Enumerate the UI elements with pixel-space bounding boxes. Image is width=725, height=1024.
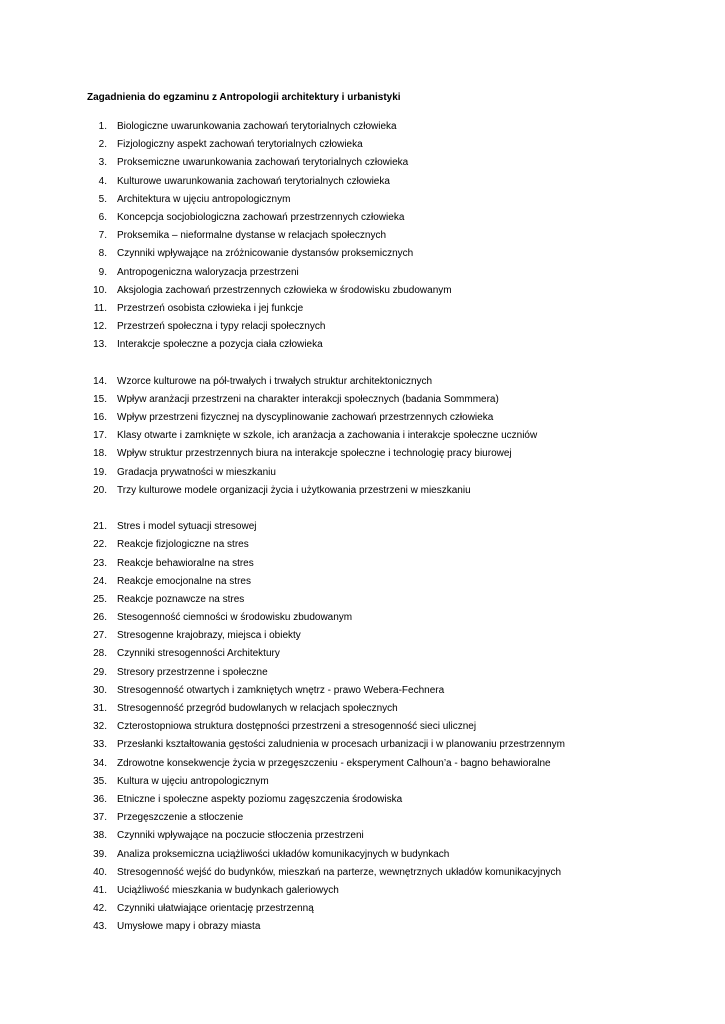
list-item-text: Kulturowe uwarunkowania zachowań terytorialnych człowieka (117, 175, 390, 187)
list-item-number: 16. (93, 412, 107, 423)
list-item-number: 39. (93, 848, 107, 860)
list-item (0, 903, 725, 921)
list-item-text: Proksemika – nieformalne dystanse w relacjach społecznych (117, 230, 387, 242)
list-item (0, 157, 725, 175)
list-item-text: Reakcje poznawcze na stres (117, 593, 245, 605)
list-item-text: Klasy otwarte i zamknięte w szkole, ich aranżacja a zachowania i interakcje społeczne uczniów (117, 430, 538, 442)
list-item-number: 37. (93, 812, 107, 824)
list-item (0, 667, 725, 685)
list-item-number: 31. (93, 703, 107, 714)
list-item (0, 176, 725, 194)
list-item-text: Stresory przestrzenne i społeczne (117, 666, 268, 678)
list-item (0, 430, 725, 448)
list-item (0, 721, 725, 739)
list-item-number: 2. (98, 139, 107, 151)
list-item (0, 885, 725, 903)
list-item-number: 28. (93, 648, 107, 660)
list-item-number: 13. (93, 339, 107, 351)
list-item-number: 1. (98, 121, 107, 132)
list-item-number: 33. (93, 739, 107, 751)
list-item-text: Uciążliwość mieszkania w budynkach galeriowych (117, 884, 339, 896)
list-item-number: 14. (93, 375, 107, 387)
list-item-number: 17. (93, 430, 107, 442)
list-item-text: Stresogenność otwartych i zamkniętych wnętrz - prawo Webera-Fechnera (117, 684, 445, 696)
list-item-text: Czynniki wpływające na zróżnicowanie dystansów proksemicznych (117, 248, 414, 260)
list-item-number: 19. (93, 466, 107, 478)
list-item-number: 15. (93, 393, 107, 405)
list-item-number: 10. (93, 284, 107, 296)
list-item (0, 630, 725, 648)
list-item-text: Stres i model sytuacji stresowej (117, 521, 257, 533)
list-item (0, 321, 725, 339)
list-item-number: 27. (93, 630, 107, 642)
list-item-text: Antropogeniczna waloryzacja przestrzeni (117, 266, 299, 278)
list-item-number: 41. (93, 884, 107, 896)
list-item (0, 794, 725, 812)
list-item (0, 212, 725, 230)
list-item (0, 558, 725, 576)
list-item (0, 867, 725, 885)
list-item-text: Biologiczne uwarunkowania zachowań terytorialnych człowieka (117, 121, 397, 132)
list-item-text: Przestrzeń osobista człowieka i jej funkcje (117, 302, 304, 314)
list-item-number: 30. (93, 684, 107, 696)
list-item (0, 812, 725, 830)
list-item-text: Aksjologia zachowań przestrzennych człowieka w środowisku zbudowanym (117, 284, 452, 296)
list-item-number: 40. (93, 866, 107, 878)
list-item (0, 539, 725, 557)
list-item-text: Stresogenne krajobrazy, miejsca i obiekty (117, 630, 301, 642)
list-item (0, 485, 725, 503)
list-item-number: 4. (98, 175, 107, 187)
list-item-number: 36. (93, 793, 107, 805)
list-item-text: Przestrzeń społeczna i typy relacji społecznych (117, 321, 326, 333)
list-item-text: Architektura w ujęciu antropologicznym (117, 193, 291, 205)
list-item-number: 8. (98, 248, 107, 260)
list-item-text: Czynniki wpływające na poczucie stłoczenia przestrzeni (117, 830, 364, 842)
list-item (0, 830, 725, 848)
list-item (0, 612, 725, 630)
list-item (0, 230, 725, 248)
list-item-number: 11. (93, 302, 107, 314)
list-item-text: Przegęszczenie a stłoczenie (117, 812, 244, 824)
list-item-text: Proksemiczne uwarunkowania zachowań terytorialnych człowieka (117, 157, 409, 169)
list-item-number: 42. (93, 903, 107, 915)
list-item-text: Czterostopniowa struktura dostępności przestrzeni a stresogenność sieci ulicznej (117, 721, 477, 733)
list-item (0, 267, 725, 285)
list-item (0, 248, 725, 266)
list-item-number: 23. (93, 557, 107, 569)
list-item-number: 18. (93, 448, 107, 460)
list-item (0, 921, 725, 939)
list-item-number: 21. (93, 521, 107, 533)
list-item-text: Zdrowotne konsekwencje życia w przegęszczeniu - eksperyment Calhoun’a - bagno behawioralne (117, 757, 551, 769)
list-item-text: Stresogenność przegród budowlanych w relacjach społecznych (117, 703, 398, 714)
list-item-number: 9. (98, 266, 107, 278)
list-item-number: 29. (93, 666, 107, 678)
list-item-number: 7. (98, 230, 107, 242)
list-item-number: 34. (93, 757, 107, 769)
list-item-number: 25. (93, 593, 107, 605)
list-item-number: 35. (93, 775, 107, 787)
list-item (0, 285, 725, 303)
list-item-number: 32. (93, 721, 107, 733)
document-title: Zagadnienia do egzaminu z Antropologii architektury i urbanistyki (87, 92, 401, 103)
list-item-number: 5. (98, 193, 107, 205)
list-item-text: Czynniki ułatwiające orientację przestrzenną (117, 903, 314, 915)
list-item-text: Wpływ aranżacji przestrzeni na charakter interakcji społecznych (badania Sommmera) (117, 393, 499, 405)
list-item (0, 194, 725, 212)
list-item-text: Gradacja prywatności w mieszkaniu (117, 466, 276, 478)
list-item (0, 521, 725, 539)
list-item (0, 758, 725, 776)
list-item-text: Reakcje fizjologiczne na stres (117, 539, 249, 551)
list-item (0, 648, 725, 666)
list-item-number: 26. (93, 612, 107, 624)
list-item-number: 43. (93, 921, 107, 933)
list-item-text: Kultura w ujęciu antropologicznym (117, 775, 269, 787)
list-item-text: Reakcje behawioralne na stres (117, 557, 254, 569)
list-item-text: Czynniki stresogenności Architektury (117, 648, 280, 660)
list-item-number: 38. (93, 830, 107, 842)
list-item-number: 12. (93, 321, 107, 333)
list-item-text: Koncepcja socjobiologiczna zachowań przestrzennych człowieka (117, 211, 405, 223)
list-item (0, 412, 725, 430)
list-item (0, 576, 725, 594)
list-item (0, 703, 725, 721)
list-item-number: 20. (93, 484, 107, 496)
list-item (0, 467, 725, 485)
list-item-text: Analiza proksemiczna uciążliwości układów komunikacyjnych w budynkach (117, 848, 450, 860)
list-item-text: Wpływ przestrzeni fizycznej na dyscyplinowanie zachowań przestrzennych człowieka (117, 412, 494, 423)
list-item (0, 739, 725, 757)
exam-topics-list (0, 121, 725, 939)
list-item (0, 376, 725, 394)
list-item-text: Stesogenność ciemności w środowisku zbudowanym (117, 612, 353, 624)
list-item (0, 594, 725, 612)
list-item-text: Fizjologiczny aspekt zachowań terytorialnych człowieka (117, 139, 363, 151)
list-item-text: Reakcje emocjonalne na stres (117, 575, 251, 587)
list-item (0, 121, 725, 139)
list-item (0, 849, 725, 867)
list-item-number: 6. (98, 211, 107, 223)
list-item-text: Stresogenność wejść do budynków, mieszkań na parterze, wewnętrznych układów komunikacyjnych (117, 866, 562, 878)
list-item-text: Etniczne i społeczne aspekty poziomu zagęszczenia środowiska (117, 793, 403, 805)
list-item-text: Przesłanki kształtowania gęstości zaludnienia w procesach urbanizacji i w planowaniu przestrzennym (117, 739, 565, 751)
list-item (0, 448, 725, 466)
list-item (0, 394, 725, 412)
list-item-number: 22. (93, 539, 107, 551)
list-item-text: Trzy kulturowe modele organizacji życia i użytkowania przestrzeni w mieszkaniu (117, 484, 471, 496)
list-item-text: Wzorce kulturowe na pół-trwałych i trwałych struktur architektonicznych (117, 375, 433, 387)
list-item-number: 3. (98, 157, 107, 169)
list-item-text: Wpływ struktur przestrzennych biura na interakcje społeczne i technologię pracy biurowej (117, 448, 512, 460)
list-item (0, 139, 725, 157)
list-item-text: Umysłowe mapy i obrazy miasta (117, 921, 261, 933)
list-item (0, 776, 725, 794)
list-item-number: 24. (93, 575, 107, 587)
list-item (0, 685, 725, 703)
list-item (0, 303, 725, 321)
list-item (0, 339, 725, 357)
list-item-text: Interakcje społeczne a pozycja ciała człowieka (117, 339, 323, 351)
